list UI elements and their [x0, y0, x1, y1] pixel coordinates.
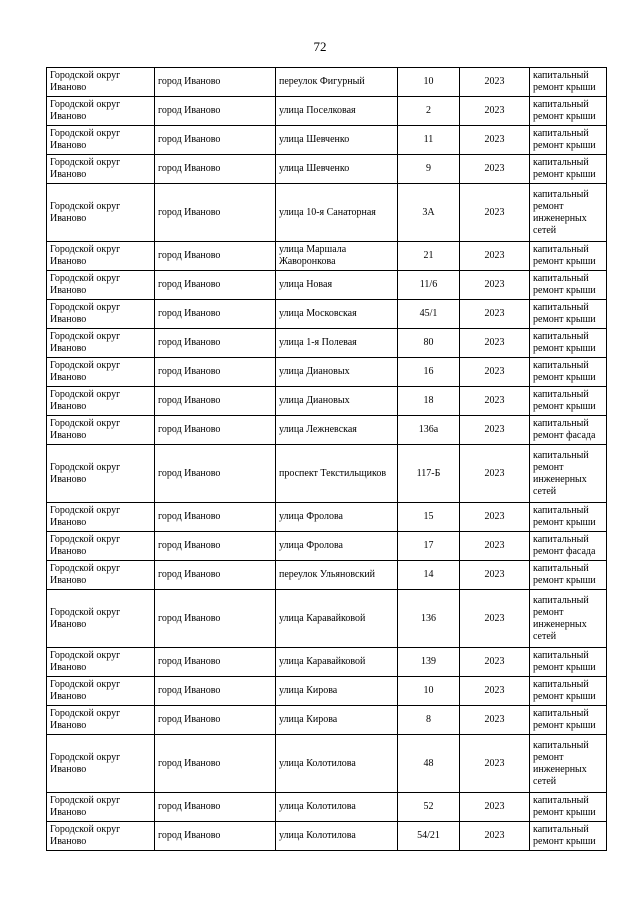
work-type-cell: капитальный ремонт крыши — [530, 387, 607, 416]
city-cell: город Иваново — [155, 706, 276, 735]
year-cell: 2023 — [460, 445, 530, 503]
district-cell: Городской округ Иваново — [47, 822, 155, 851]
district-cell: Городской округ Иваново — [47, 68, 155, 97]
city-cell: город Иваново — [155, 677, 276, 706]
district-cell: Городской округ Иваново — [47, 793, 155, 822]
city-cell: город Иваново — [155, 793, 276, 822]
work-type-cell: капитальный ремонт крыши — [530, 126, 607, 155]
house-number-cell: 10 — [398, 677, 460, 706]
year-cell: 2023 — [460, 706, 530, 735]
city-cell: город Иваново — [155, 445, 276, 503]
table-row — [47, 155, 607, 184]
street-cell: улица Колотилова — [276, 793, 398, 822]
city-cell: город Иваново — [155, 155, 276, 184]
year-cell: 2023 — [460, 822, 530, 851]
city-cell: город Иваново — [155, 97, 276, 126]
city-cell: город Иваново — [155, 387, 276, 416]
district-cell: Городской округ Иваново — [47, 416, 155, 445]
street-cell: улица Шевченко — [276, 126, 398, 155]
table-body — [47, 68, 607, 851]
street-cell: улица Кирова — [276, 706, 398, 735]
street-cell: улица Новая — [276, 271, 398, 300]
house-number-cell: 11 — [398, 126, 460, 155]
city-cell: город Иваново — [155, 532, 276, 561]
year-cell: 2023 — [460, 126, 530, 155]
house-number-cell: 8 — [398, 706, 460, 735]
table-row — [47, 68, 607, 97]
house-number-cell: 15 — [398, 503, 460, 532]
city-cell: город Иваново — [155, 416, 276, 445]
street-cell: улица Лежневская — [276, 416, 398, 445]
work-type-cell: капитальный ремонт крыши — [530, 271, 607, 300]
year-cell: 2023 — [460, 793, 530, 822]
table-row — [47, 706, 607, 735]
year-cell: 2023 — [460, 184, 530, 242]
street-cell: улица Московская — [276, 300, 398, 329]
house-number-cell: 139 — [398, 648, 460, 677]
year-cell: 2023 — [460, 97, 530, 126]
street-cell: улица Диановых — [276, 358, 398, 387]
house-number-cell: 9 — [398, 155, 460, 184]
table-row — [47, 503, 607, 532]
district-cell: Городской округ Иваново — [47, 677, 155, 706]
work-type-cell: капитальный ремонт фасада — [530, 532, 607, 561]
work-type-cell: капитальный ремонт крыши — [530, 97, 607, 126]
city-cell: город Иваново — [155, 648, 276, 677]
district-cell: Городской округ Иваново — [47, 97, 155, 126]
year-cell: 2023 — [460, 416, 530, 445]
street-cell: улица Кирова — [276, 677, 398, 706]
house-number-cell: 45/1 — [398, 300, 460, 329]
house-number-cell: 52 — [398, 793, 460, 822]
year-cell: 2023 — [460, 735, 530, 793]
city-cell: город Иваново — [155, 300, 276, 329]
work-type-cell: капитальный ремонт крыши — [530, 68, 607, 97]
street-cell: улица Фролова — [276, 503, 398, 532]
year-cell: 2023 — [460, 532, 530, 561]
work-type-cell: капитальный ремонт фасада — [530, 416, 607, 445]
house-number-cell: 14 — [398, 561, 460, 590]
street-cell: улица Диановых — [276, 387, 398, 416]
year-cell: 2023 — [460, 561, 530, 590]
year-cell: 2023 — [460, 300, 530, 329]
table-row — [47, 97, 607, 126]
house-number-cell: 11/6 — [398, 271, 460, 300]
city-cell: город Иваново — [155, 561, 276, 590]
house-number-cell: 18 — [398, 387, 460, 416]
house-number-cell: 54/21 — [398, 822, 460, 851]
house-number-cell: 80 — [398, 329, 460, 358]
year-cell: 2023 — [460, 677, 530, 706]
table-row — [47, 271, 607, 300]
street-cell: улица Каравайковой — [276, 648, 398, 677]
house-number-cell: 136 — [398, 590, 460, 648]
table-row — [47, 590, 607, 648]
work-type-cell: капитальный ремонт крыши — [530, 358, 607, 387]
work-type-cell: капитальный ремонт крыши — [530, 561, 607, 590]
city-cell: город Иваново — [155, 735, 276, 793]
house-number-cell: 136а — [398, 416, 460, 445]
year-cell: 2023 — [460, 503, 530, 532]
district-cell: Городской округ Иваново — [47, 155, 155, 184]
street-cell: переулок Ульяновский — [276, 561, 398, 590]
work-type-cell: капитальный ремонт крыши — [530, 155, 607, 184]
table-row — [47, 735, 607, 793]
house-number-cell: 10 — [398, 68, 460, 97]
city-cell: город Иваново — [155, 329, 276, 358]
city-cell: город Иваново — [155, 271, 276, 300]
street-cell: улица Поселковая — [276, 97, 398, 126]
city-cell: город Иваново — [155, 126, 276, 155]
city-cell: город Иваново — [155, 822, 276, 851]
table-row — [47, 677, 607, 706]
year-cell: 2023 — [460, 68, 530, 97]
street-cell: переулок Фигурный — [276, 68, 398, 97]
district-cell: Городской округ Иваново — [47, 561, 155, 590]
table-row — [47, 793, 607, 822]
work-type-cell: капитальный ремонт инженерных сетей — [530, 590, 607, 648]
table-row — [47, 561, 607, 590]
district-cell: Городской округ Иваново — [47, 445, 155, 503]
table-row — [47, 300, 607, 329]
district-cell: Городской округ Иваново — [47, 648, 155, 677]
street-cell: улица Каравайковой — [276, 590, 398, 648]
year-cell: 2023 — [460, 648, 530, 677]
district-cell: Городской округ Иваново — [47, 387, 155, 416]
house-number-cell: 21 — [398, 242, 460, 271]
year-cell: 2023 — [460, 155, 530, 184]
district-cell: Городской округ Иваново — [47, 358, 155, 387]
street-cell: улица Колотилова — [276, 735, 398, 793]
district-cell: Городской округ Иваново — [47, 735, 155, 793]
house-number-cell: 48 — [398, 735, 460, 793]
table-row — [47, 822, 607, 851]
year-cell: 2023 — [460, 329, 530, 358]
table-row — [47, 184, 607, 242]
city-cell: город Иваново — [155, 503, 276, 532]
street-cell: улица 1-я Полевая — [276, 329, 398, 358]
work-type-cell: капитальный ремонт крыши — [530, 242, 607, 271]
work-type-cell: капитальный ремонт крыши — [530, 677, 607, 706]
table-row — [47, 416, 607, 445]
district-cell: Городской округ Иваново — [47, 590, 155, 648]
work-type-cell: капитальный ремонт инженерных сетей — [530, 735, 607, 793]
work-type-cell: капитальный ремонт крыши — [530, 329, 607, 358]
house-number-cell: 16 — [398, 358, 460, 387]
work-type-cell: капитальный ремонт крыши — [530, 706, 607, 735]
table-row — [47, 648, 607, 677]
street-cell: улица Шевченко — [276, 155, 398, 184]
repair-register-table — [46, 67, 607, 851]
year-cell: 2023 — [460, 271, 530, 300]
house-number-cell: 3А — [398, 184, 460, 242]
work-type-cell: капитальный ремонт крыши — [530, 822, 607, 851]
year-cell: 2023 — [460, 358, 530, 387]
street-cell: улица Фролова — [276, 532, 398, 561]
table-row — [47, 242, 607, 271]
district-cell: Городской округ Иваново — [47, 126, 155, 155]
district-cell: Городской округ Иваново — [47, 706, 155, 735]
work-type-cell: капитальный ремонт крыши — [530, 300, 607, 329]
house-number-cell: 17 — [398, 532, 460, 561]
city-cell: город Иваново — [155, 590, 276, 648]
year-cell: 2023 — [460, 387, 530, 416]
table-row — [47, 126, 607, 155]
district-cell: Городской округ Иваново — [47, 503, 155, 532]
street-cell: улица 10-я Санаторная — [276, 184, 398, 242]
work-type-cell: капитальный ремонт инженерных сетей — [530, 445, 607, 503]
city-cell: город Иваново — [155, 184, 276, 242]
district-cell: Городской округ Иваново — [47, 329, 155, 358]
table-row — [47, 445, 607, 503]
street-cell: улица Колотилова — [276, 822, 398, 851]
district-cell: Городской округ Иваново — [47, 184, 155, 242]
year-cell: 2023 — [460, 590, 530, 648]
district-cell: Городской округ Иваново — [47, 242, 155, 271]
work-type-cell: капитальный ремонт инженерных сетей — [530, 184, 607, 242]
year-cell: 2023 — [460, 242, 530, 271]
work-type-cell: капитальный ремонт крыши — [530, 648, 607, 677]
city-cell: город Иваново — [155, 242, 276, 271]
district-cell: Городской округ Иваново — [47, 271, 155, 300]
street-cell: проспект Текстильщиков — [276, 445, 398, 503]
table-row — [47, 532, 607, 561]
house-number-cell: 2 — [398, 97, 460, 126]
table-row — [47, 358, 607, 387]
city-cell: город Иваново — [155, 68, 276, 97]
page-number: 72 — [313, 39, 327, 54]
table-row — [47, 387, 607, 416]
city-cell: город Иваново — [155, 358, 276, 387]
table-row — [47, 329, 607, 358]
house-number-cell: 117-Б — [398, 445, 460, 503]
work-type-cell: капитальный ремонт крыши — [530, 793, 607, 822]
district-cell: Городской округ Иваново — [47, 300, 155, 329]
street-cell: улица Маршала Жаворонкова — [276, 242, 398, 271]
district-cell: Городской округ Иваново — [47, 532, 155, 561]
work-type-cell: капитальный ремонт крыши — [530, 503, 607, 532]
